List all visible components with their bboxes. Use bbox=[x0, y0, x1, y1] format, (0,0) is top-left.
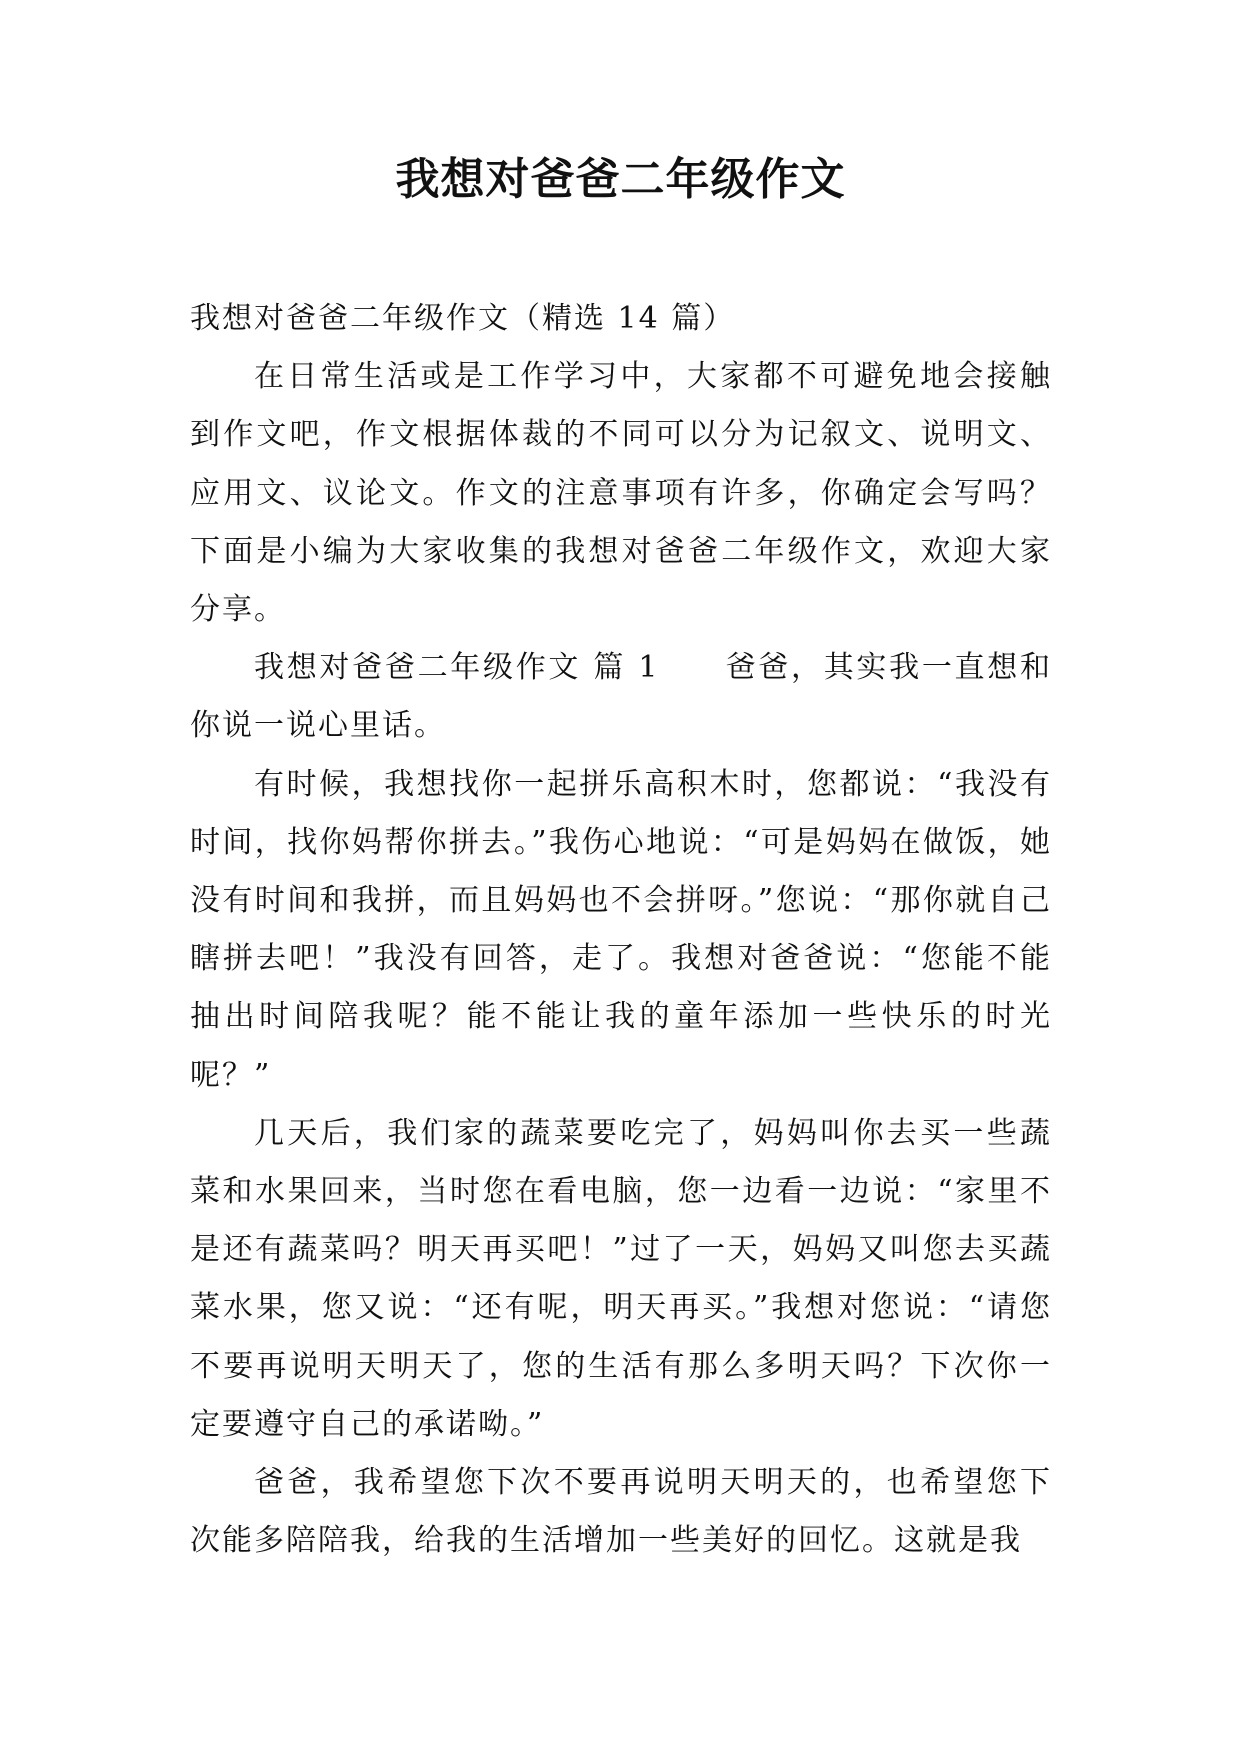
document-body bbox=[190, 290, 1052, 1570]
paragraph-section-1-heading: 我想对爸爸二年级作文 篇 1 爸爸，其实我一直想和你说一说心里话。 bbox=[190, 650, 1052, 744]
paragraph-vegetables: 几天后，我们家的蔬菜要吃完了，妈妈叫你去买一些蔬菜和水果回来，当时您在看电脑，您一边看一边说：“家里不是还有蔬菜吗？明天再买吧！”过了一天，妈妈又叫您去买蔬菜水果，您又说：“还有呢，明天再买。”我想对您说：“请您不要再说明天明天了，您的生活有那么多明天吗？下次你一定要遵守自己的承诺呦。” bbox=[190, 1115, 1052, 1442]
paragraph-lego: 有时候，我想找你一起拼乐高积木时，您都说：“我没有时间，找你妈帮你拼去。”我伤心地说：“可是妈妈在做饭，她没有时间和我拼，而且妈妈也不会拼呀。”您说：“那你就自己瞎拼去吧！”我没有回答，走了。我想对爸爸说：“您能不能抽出时间陪我呢？能不能让我的童年添加一些快乐的时光呢？” bbox=[190, 766, 1052, 1093]
document-subtitle: 我想对爸爸二年级作文（精选 14 篇） bbox=[190, 301, 736, 336]
paragraph-intro: 在日常生活或是工作学习中，大家都不可避免地会接触到作文吧，作文根据体裁的不同可以分为记叙文、说明文、应用文、议论文。作文的注意事项有许多，你确定会写吗？下面是小编为大家收集的我想对爸爸二年级作文，欢迎大家分享。 bbox=[190, 359, 1052, 628]
paragraph-wish: 爸爸，我希望您下次不要再说明天明天的，也希望您下次能多陪陪我，给我的生活增加一些美好的回忆。这就是我 bbox=[190, 1465, 1052, 1559]
document-title: 我想对爸爸二年级作文 bbox=[395, 154, 846, 205]
